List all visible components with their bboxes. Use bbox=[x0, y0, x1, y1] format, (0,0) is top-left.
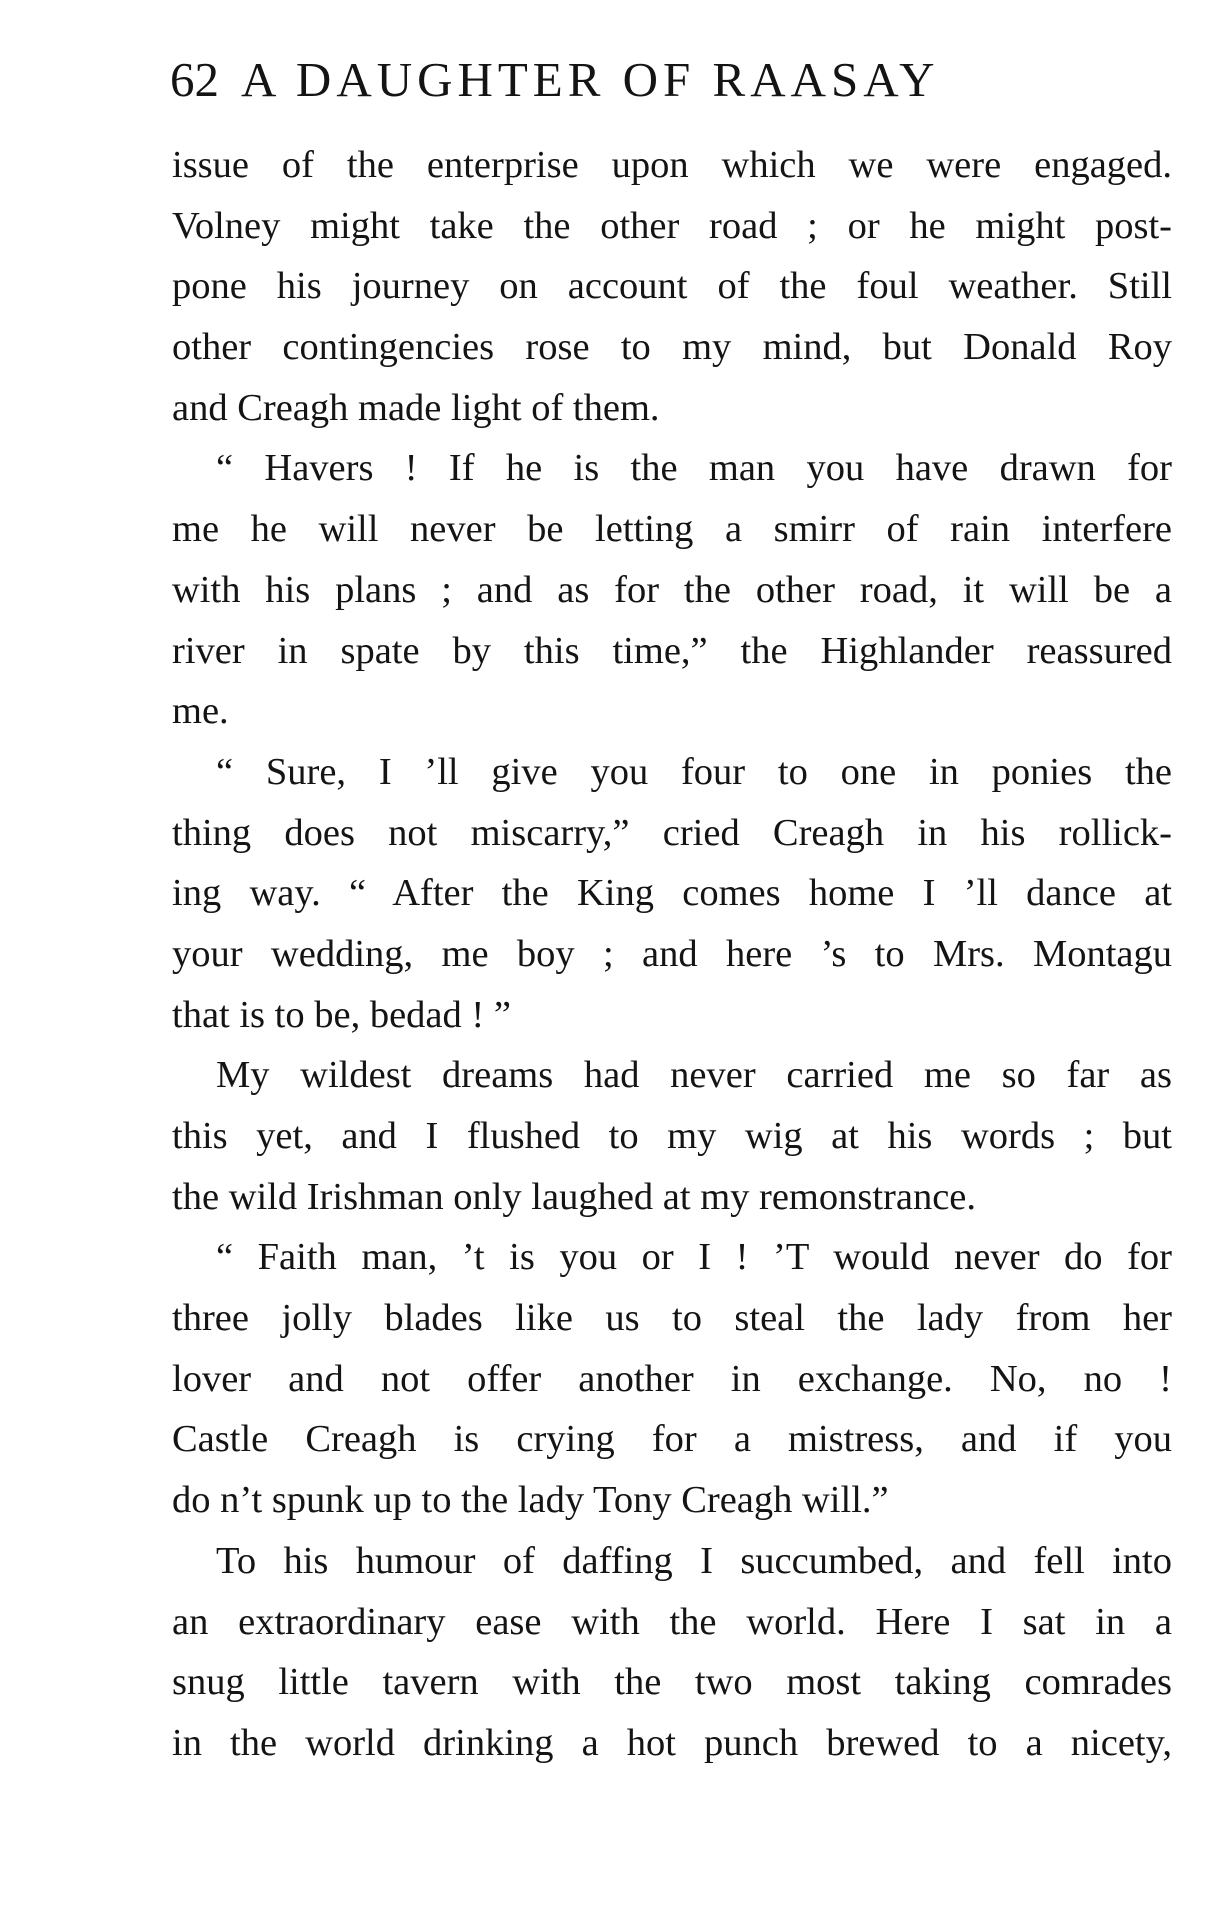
text-line: three jolly blades like us to steal the lady from her bbox=[172, 1297, 1172, 1340]
text-line: with his plans ; and as for the other road, it will be a bbox=[172, 568, 1172, 611]
text-line: your wedding, me boy ; and here ’s to Mrs. Montagu bbox=[172, 932, 1172, 975]
text-line: To his humour of daffing I succumbed, and fell into bbox=[216, 1539, 1172, 1582]
text-line: Volney might take the other road ; or he might post- bbox=[172, 204, 1172, 247]
text-line: river in spate by this time,” the Highlander reassured bbox=[172, 629, 1172, 672]
text-line: me he will never be letting a smirr of rain interfere bbox=[172, 508, 1172, 551]
text-line: snug little tavern with the two most taking comrades bbox=[172, 1661, 1172, 1704]
page-number: 62 bbox=[170, 52, 219, 107]
text-line: that is to be, bedad ! ” bbox=[172, 993, 511, 1036]
text-line: issue of the enterprise upon which we were engaged. bbox=[172, 144, 1172, 186]
text-line: thing does not miscarry,” cried Creagh in his rollick- bbox=[172, 811, 1172, 854]
text-line: and Creagh made light of them. bbox=[172, 386, 660, 429]
text-line: “ Faith man, ’t is you or I ! ’T would never do for bbox=[216, 1236, 1172, 1279]
text-line: My wildest dreams had never carried me so far as bbox=[216, 1054, 1172, 1097]
text-line: an extraordinary ease with the world. Here I sat in a bbox=[172, 1600, 1172, 1643]
running-title: A DAUGHTER OF RAASAY bbox=[241, 52, 940, 107]
text-line: lover and not offer another in exchange. No, no ! bbox=[172, 1357, 1172, 1400]
running-header bbox=[170, 50, 1180, 110]
text-line: do n’t spunk up to the lady Tony Creagh will.” bbox=[172, 1479, 889, 1522]
text-line: “ Havers ! If he is the man you have drawn for bbox=[216, 447, 1172, 490]
text-line: pone his journey on account of the foul weather. Still bbox=[172, 265, 1172, 308]
text-line: ing way. “ After the King comes home I ’ll dance at bbox=[172, 872, 1172, 915]
text-line: the wild Irishman only laughed at my remonstrance. bbox=[172, 1175, 977, 1218]
text-line: in the world drinking a hot punch brewed to a nicety, bbox=[172, 1721, 1172, 1764]
text-line: “ Sure, I ’ll give you four to one in ponies the bbox=[216, 750, 1172, 793]
body-text bbox=[172, 135, 1172, 1774]
text-line: Castle Creagh is crying for a mistress, and if you bbox=[172, 1418, 1172, 1461]
text-line: me. bbox=[172, 690, 229, 733]
text-line: other contingencies rose to my mind, but Donald Roy bbox=[172, 326, 1172, 369]
text-line: this yet, and I flushed to my wig at his words ; but bbox=[172, 1115, 1172, 1157]
